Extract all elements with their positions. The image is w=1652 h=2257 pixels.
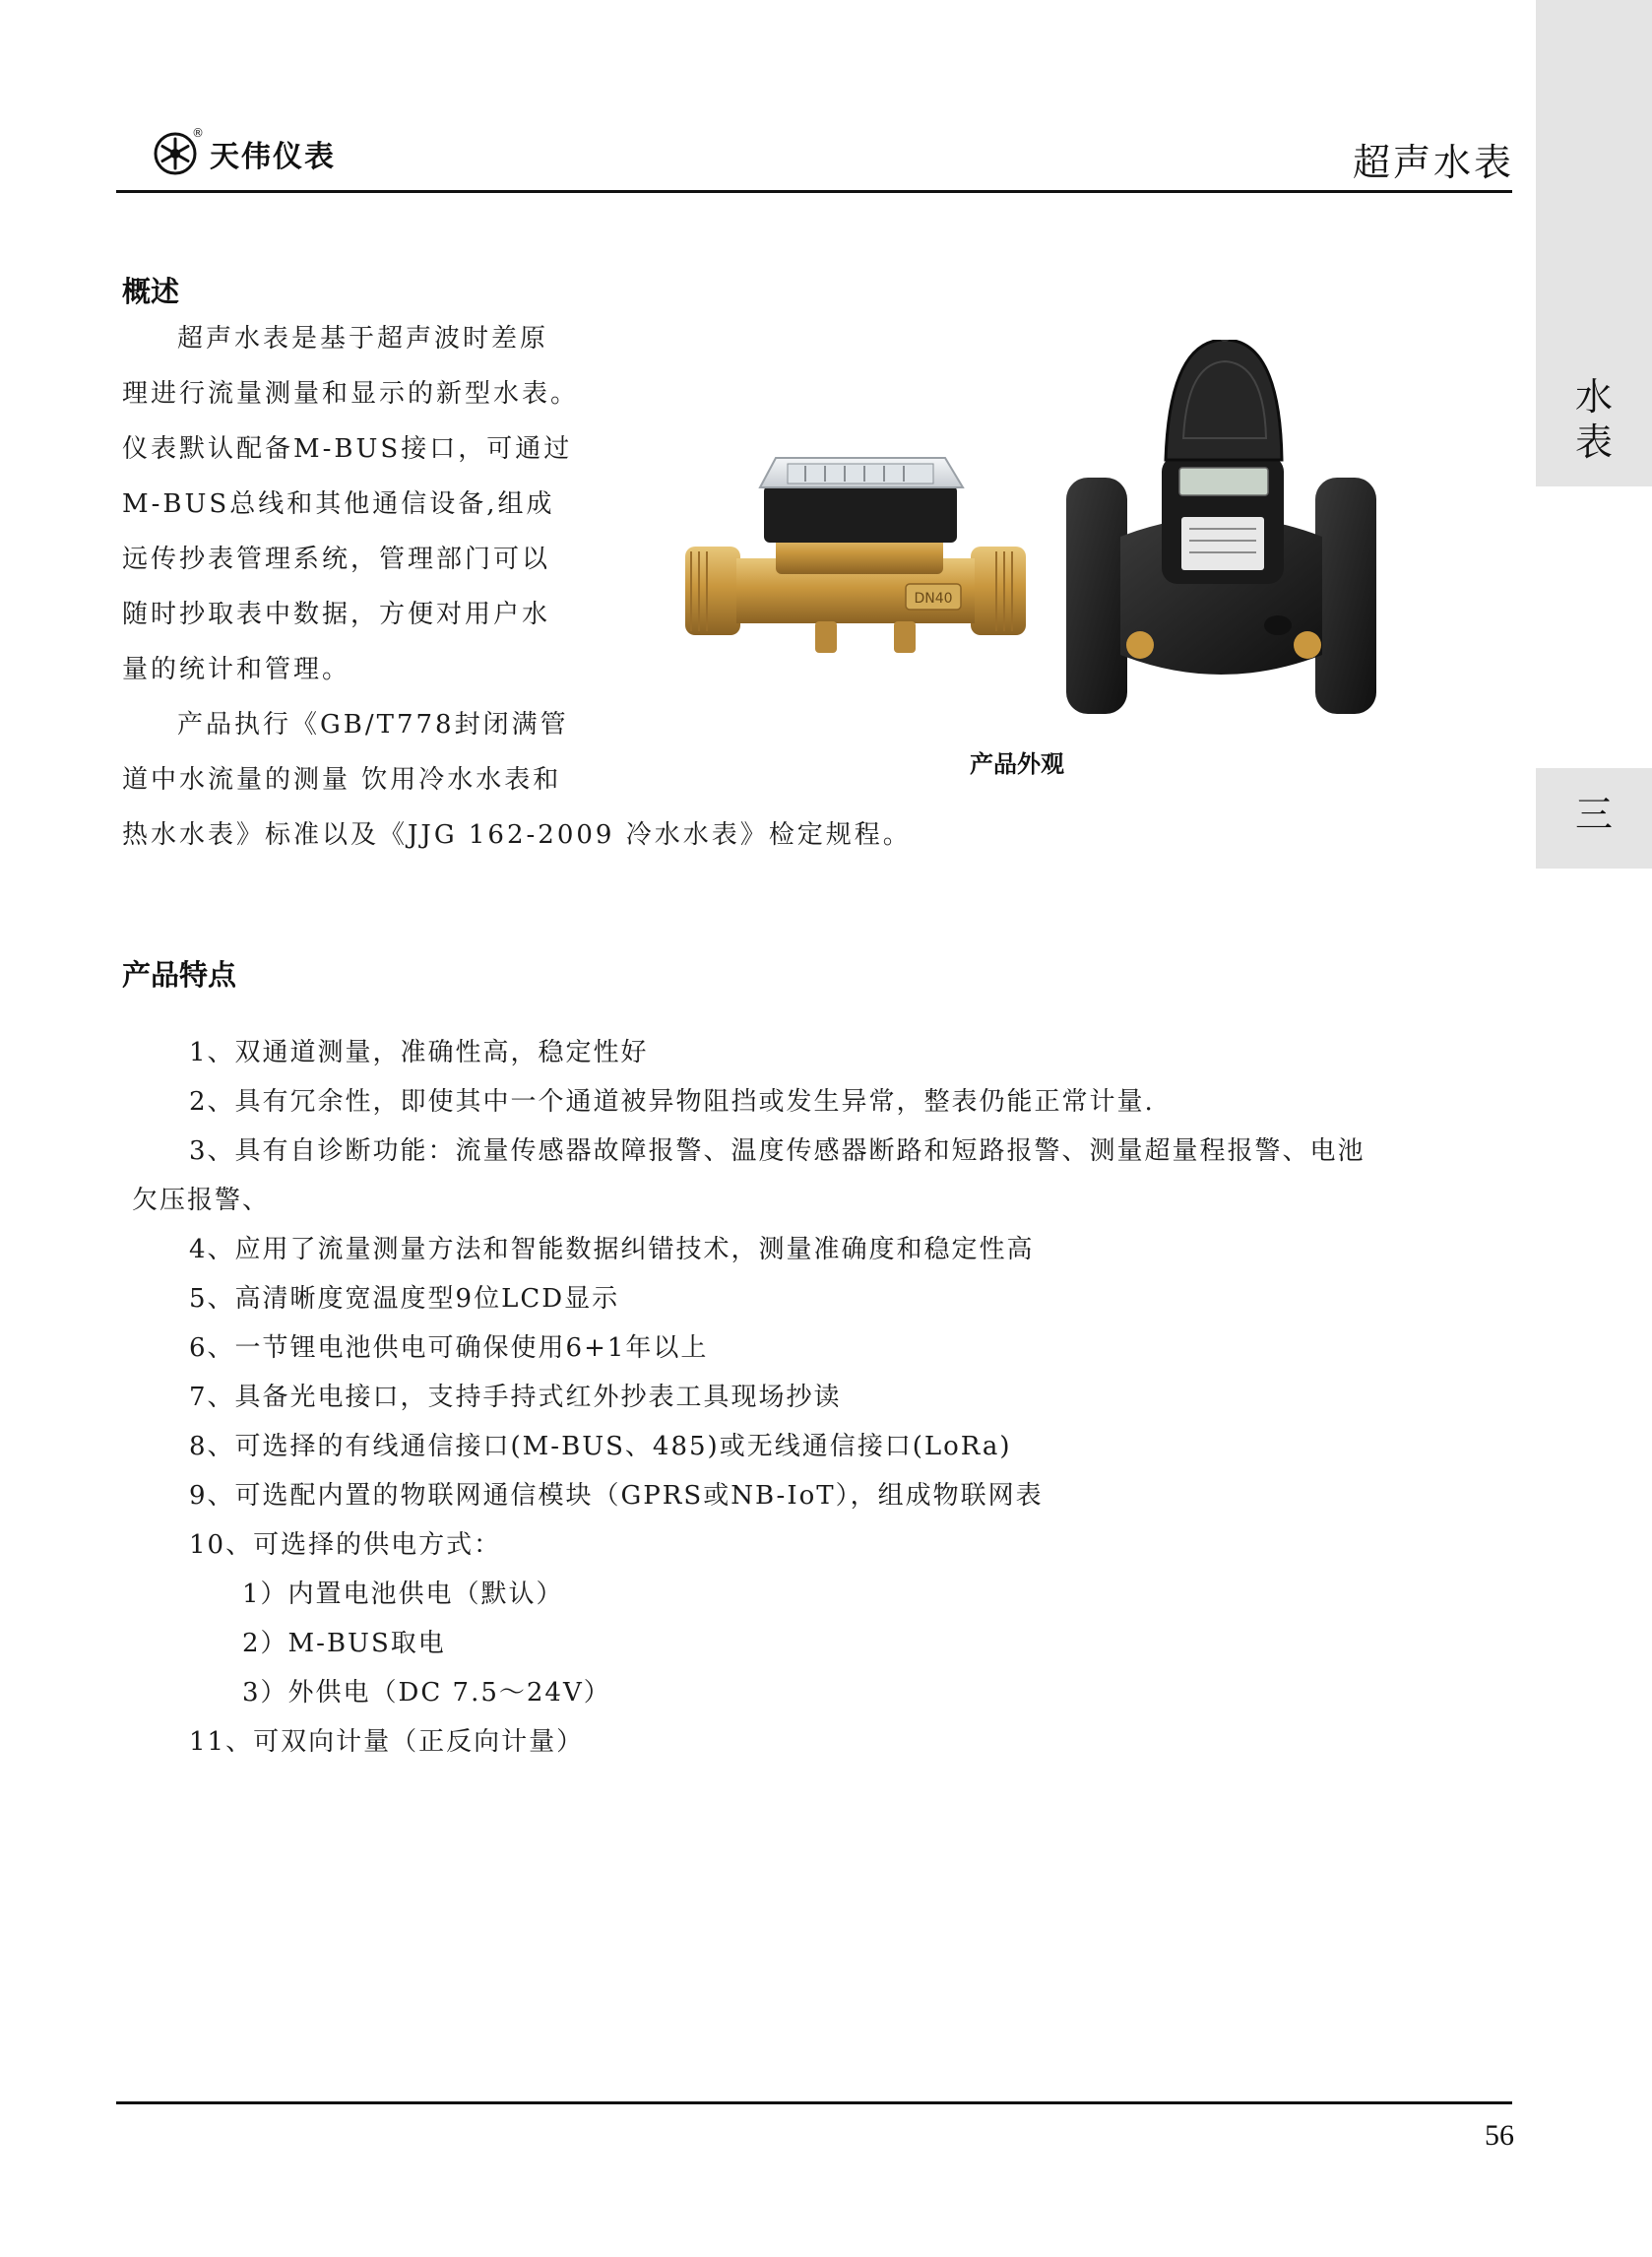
company-logo: [153, 124, 336, 183]
header-divider: [116, 190, 1512, 193]
list-item: 6、一节锂电池供电可确保使用6+1年以上: [189, 1333, 709, 1363]
product-images: [677, 340, 1386, 724]
list-item: 9、可选配内置的物联网通信模块（GPRS或NB-IoT），组成物联网表: [189, 1481, 1044, 1511]
list-subitem: 2）M-BUS取电: [242, 1629, 446, 1658]
footer-divider: [116, 2101, 1512, 2104]
list-item: 2、具有冗余性，即使其中一个通道被异物阻挡或发生异常，整表仍能正常计量.: [189, 1087, 1155, 1117]
list-item: 欠压报警、: [132, 1186, 271, 1215]
list-subitem: 1）内置电池供电（默认）: [242, 1580, 564, 1609]
side-tab-category: [1557, 374, 1630, 465]
list-item: 11、可双向计量（正反向计量）: [189, 1727, 585, 1757]
features-list: [122, 1028, 1520, 1767]
overview-heading: 概述: [122, 275, 180, 308]
list-item: 10、可选择的供电方式：: [189, 1530, 502, 1560]
overview-line: 热水水表》标准以及《JJG 162-2009 冷水水表》检定规程。: [122, 820, 912, 850]
overview-line: 产品执行《GB/T778封闭满管: [177, 710, 569, 740]
overview-line: M-BUS总线和其他通信设备,组成: [122, 489, 555, 519]
features-heading: 产品特点: [122, 958, 237, 992]
page-title: 超声水表: [1352, 141, 1514, 184]
overview-line: 理进行流量测量和显示的新型水表。: [122, 379, 580, 409]
side-tab-char: 表: [1574, 420, 1613, 464]
overview-line: 随时抄取表中数据，方便对用户水: [122, 600, 551, 629]
overview-line: 道中水流量的测量 饮用冷水水表和: [122, 765, 562, 795]
overview-line: 远传抄表管理系统，管理部门可以: [122, 545, 551, 574]
chapter-tab: 三: [1574, 793, 1613, 836]
overview-line: 超声水表是基于超声波时差原: [177, 324, 549, 354]
page-number: 56: [1485, 2119, 1514, 2152]
iron-meter-image: [1066, 340, 1376, 714]
list-item: 4、应用了流量测量方法和智能数据纠错技术，测量准确度和稳定性高: [189, 1235, 1035, 1264]
list-subitem: 3）外供电（DC 7.5～24V）: [242, 1678, 611, 1708]
brass-meter-image: [685, 458, 1026, 653]
image-caption: 产品外观: [970, 750, 1064, 778]
list-item: 1、双通道测量，准确性高，稳定性好: [189, 1038, 649, 1067]
list-item: 8、可选择的有线通信接口(M-BUS、485)或无线通信接口(LoRa): [189, 1432, 1012, 1461]
registered-mark: ®: [192, 126, 204, 140]
overview-line: 仪表默认配备M-BUS接口，可通过: [122, 434, 573, 464]
logo-text: 天伟仪表: [210, 140, 336, 174]
side-tab-char: 水: [1574, 375, 1613, 419]
list-item: 3、具有自诊断功能：流量传感器故障报警、温度传感器断路和短路报警、测量超量程报警、电池: [189, 1136, 1366, 1166]
overview-line: 量的统计和管理。: [122, 655, 351, 684]
list-item: 5、高清晰度宽温度型9位LCD显示: [189, 1284, 620, 1314]
list-item: 7、具备光电接口，支持手持式红外抄表工具现场抄读: [189, 1383, 842, 1412]
brass-meter-label: DN40: [914, 591, 953, 607]
